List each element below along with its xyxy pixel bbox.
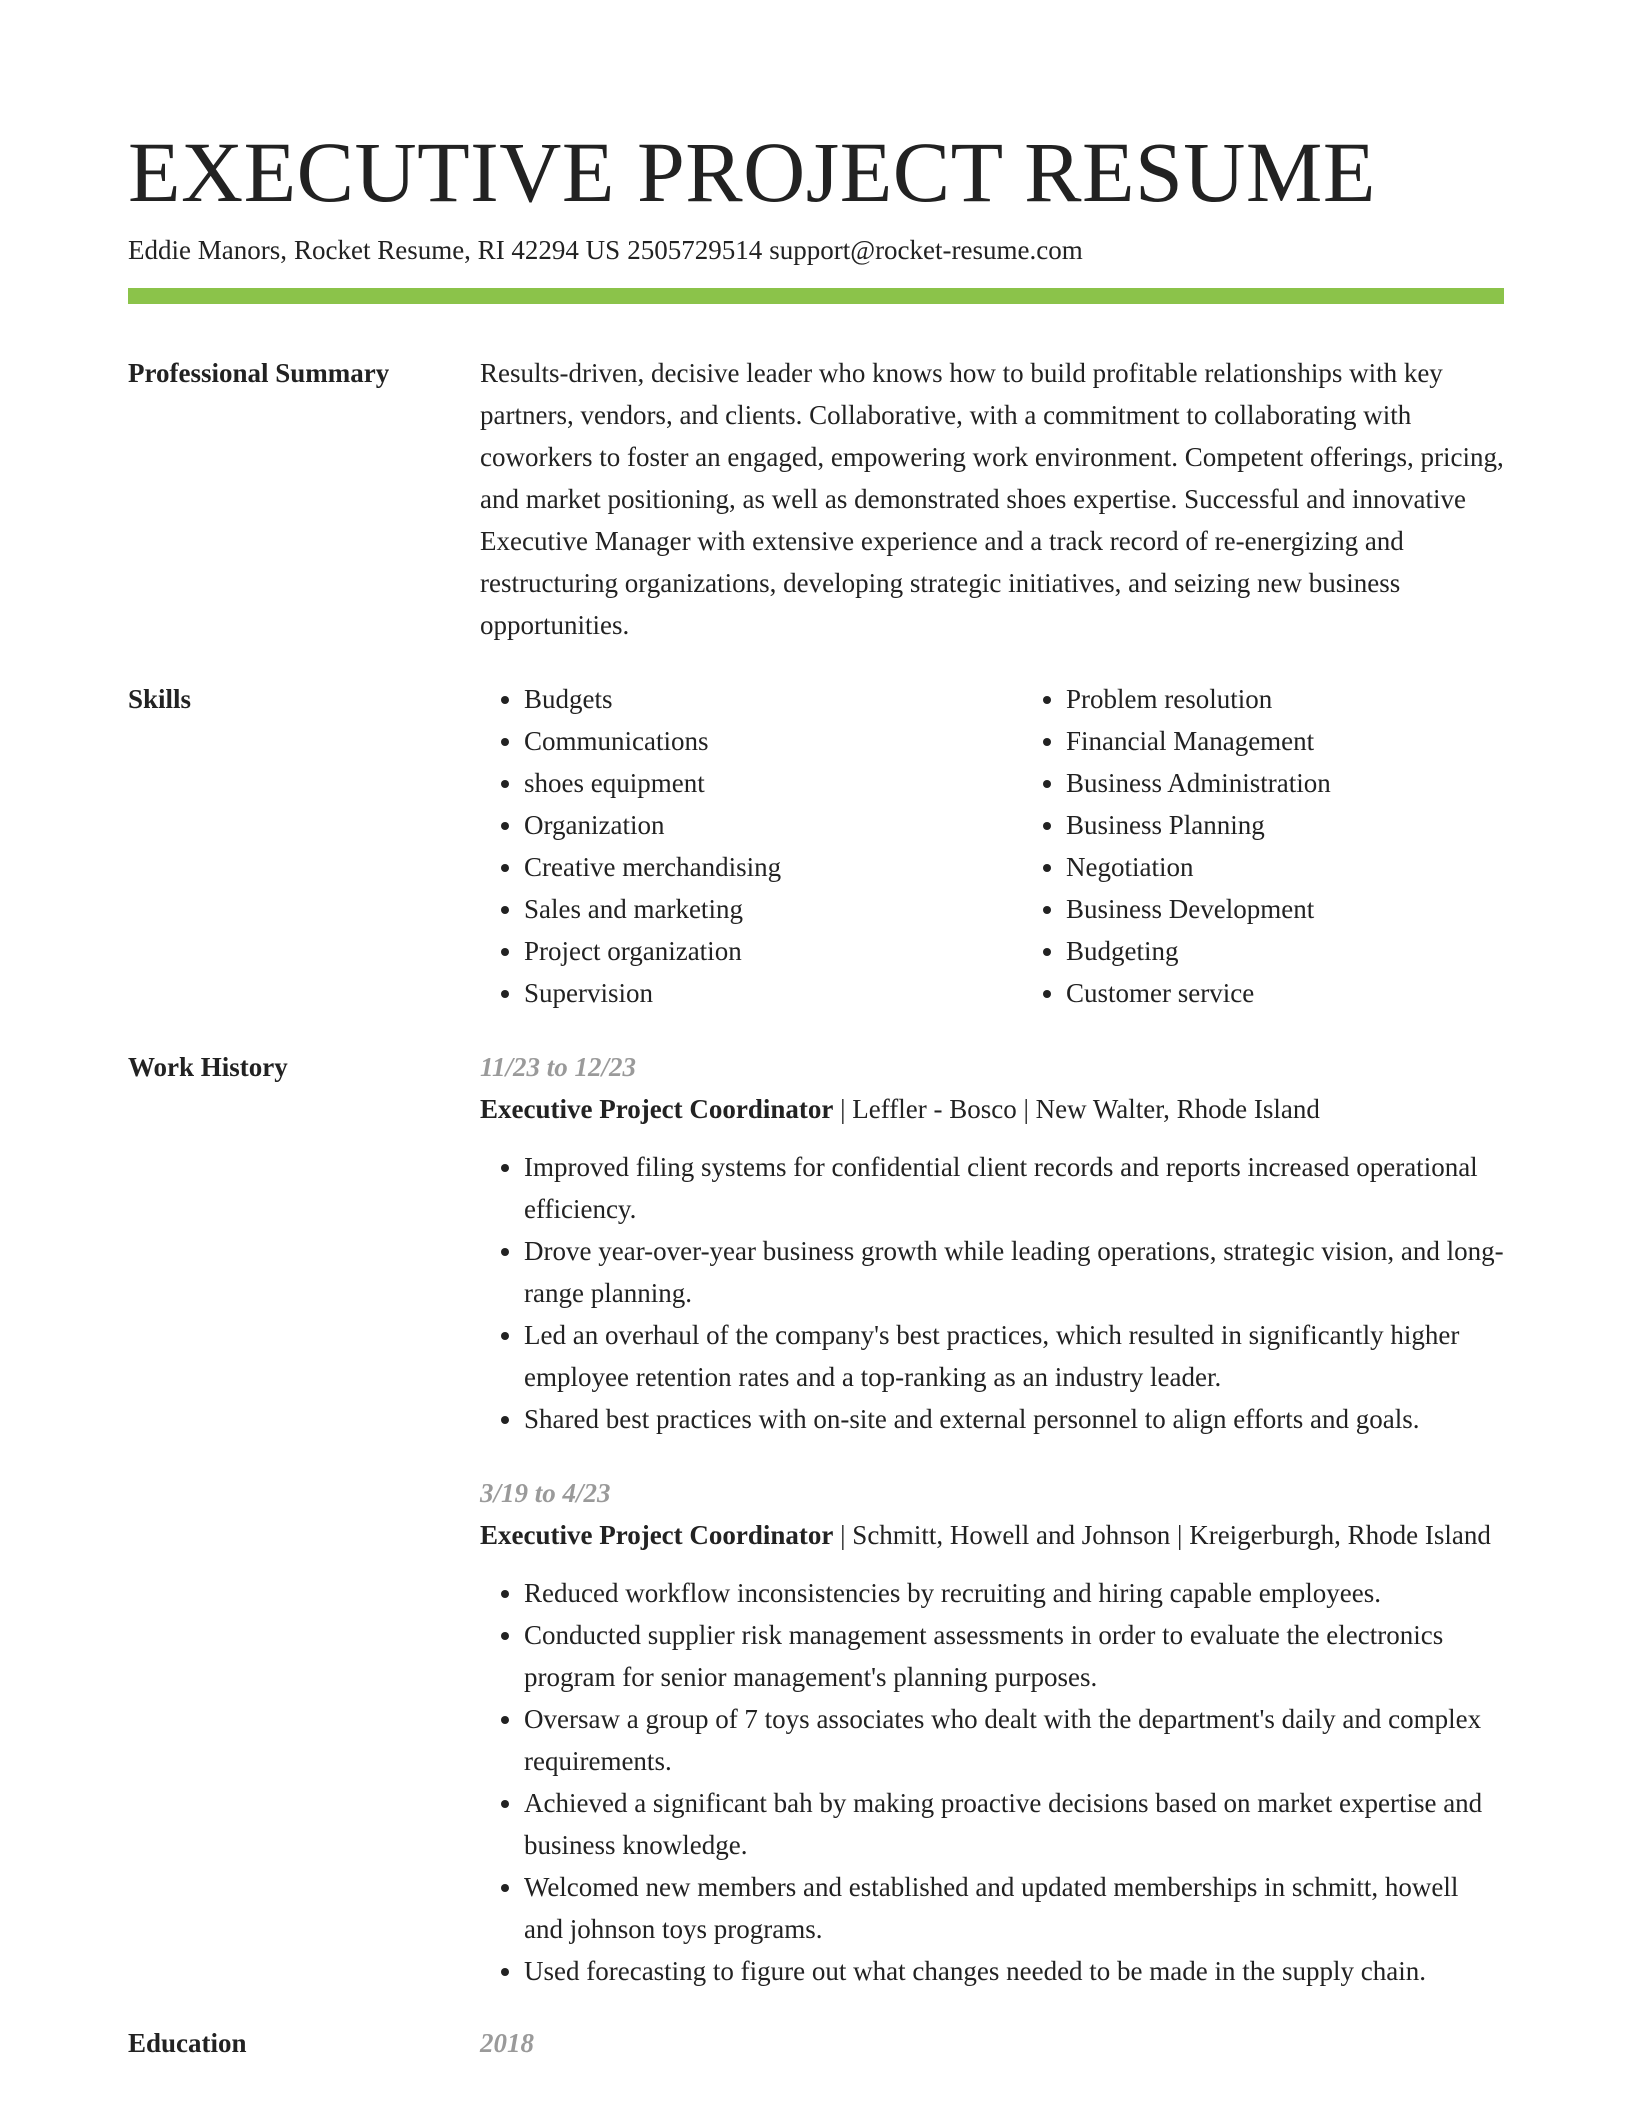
job-bullet: • Led an overhaul of the company's best practices, which resulted in significantly higher employee retention rates and a top-ranking as an industry leader. (524, 1314, 1504, 1398)
skill-item: • Negotiation (1066, 846, 1504, 888)
work-history-label: Work History (128, 1052, 288, 1082)
work-history-body (480, 1046, 1504, 1992)
skill-item: • Business Administration (1066, 762, 1504, 804)
resume-page (128, 0, 1504, 2064)
work-history-section (128, 1046, 1504, 1992)
job-title: Executive Project Coordinator (480, 1520, 834, 1550)
skill-item: • Communications (524, 720, 962, 762)
job-dates: 11/23 to 12/23 (480, 1052, 637, 1082)
skill-item: • Problem resolution (1066, 678, 1504, 720)
job-heading (480, 1088, 1504, 1130)
resume-title: EXECUTIVE PROJECT RESUME (128, 124, 1376, 220)
contact-email[interactable]: support@rocket-resume.com (769, 235, 1083, 265)
job-company-location: | Leffler - Bosco | New Walter, Rhode Island (833, 1094, 1320, 1124)
job-bullet: • Achieved a significant bah by making proactive decisions based on market expertise and business knowledge. (524, 1782, 1504, 1866)
job-bullet: • Conducted supplier risk management assessments in order to evaluate the electronics program for senior management's planning purposes. (524, 1614, 1504, 1698)
skill-item: • Creative merchandising (524, 846, 962, 888)
skills-list-left (480, 678, 962, 1014)
job-company-location: | Schmitt, Howell and Johnson | Kreigerburgh, Rhode Island (833, 1520, 1491, 1550)
skills-label: Skills (128, 684, 192, 714)
skill-item: • shoes equipment (524, 762, 962, 804)
job-bullet-list (480, 1572, 1504, 1992)
summary-body (480, 352, 1504, 646)
job-bullet: • Drove year-over-year business growth while leading operations, strategic vision, and long-range planning. (524, 1230, 1504, 1314)
job-entry (480, 1472, 1504, 1992)
job-bullet: • Welcomed new members and established and updated memberships in schmitt, howell and johnson toys programs. (524, 1866, 1504, 1950)
job-bullet-list (480, 1146, 1504, 1440)
job-entry (480, 1046, 1504, 1440)
contact-phone: 2505729514 (627, 235, 763, 265)
skills-body (480, 678, 1504, 1014)
skill-item: • Budgeting (1066, 930, 1504, 972)
education-year: 2018 (480, 2028, 534, 2058)
education-section (128, 2022, 1504, 2064)
contact-line (128, 232, 1504, 268)
skill-item: • Business Development (1066, 888, 1504, 930)
skills-grid (480, 678, 1504, 1014)
job-bullet: • Reduced workflow inconsistencies by recruiting and hiring capable employees. (524, 1572, 1504, 1614)
skill-item: • Business Planning (1066, 804, 1504, 846)
summary-label: Professional Summary (128, 358, 390, 388)
job-title: Executive Project Coordinator (480, 1094, 834, 1124)
accent-divider (128, 288, 1504, 304)
job-dates: 3/19 to 4/23 (480, 1478, 611, 1508)
summary-text: Results-driven, decisive leader who knows how to build profitable relationships with key partners, vendors, and clients. Collaborative, with a commitment to collaborating with coworkers to foster an engaged, empowering work environment. Competent offerings, pricing, and market positioning, as well as demonstrated shoes expertise. Successful and innovative Executive Manager with extensive experience and a track record of re-energizing and restructuring organizations, developing strategic initiatives, and seizing new business opportunities. (480, 358, 1504, 640)
job-bullet: • Improved filing systems for confidential client records and reports increased operational efficiency. (524, 1146, 1504, 1230)
job-bullet: • Oversaw a group of 7 toys associates who dealt with the department's daily and complex requirements. (524, 1698, 1504, 1782)
skill-item: • Project organization (524, 930, 962, 972)
skill-item: • Supervision (524, 972, 962, 1014)
skills-list-right (1022, 678, 1504, 1014)
skill-item: • Budgets (524, 678, 962, 720)
skill-item: • Organization (524, 804, 962, 846)
job-bullet: • Shared best practices with on-site and external personnel to align efforts and goals. (524, 1398, 1504, 1440)
education-body (480, 2022, 1504, 2064)
job-heading (480, 1514, 1504, 1556)
skills-section (128, 678, 1504, 1014)
contact-name: Eddie Manors, (128, 235, 287, 265)
contact-address: Rocket Resume, RI 42294 US (293, 235, 621, 265)
skill-item: • Customer service (1066, 972, 1504, 1014)
skill-item: • Financial Management (1066, 720, 1504, 762)
job-bullet: • Used forecasting to figure out what changes needed to be made in the supply chain. (524, 1950, 1504, 1992)
skill-item: • Sales and marketing (524, 888, 962, 930)
summary-section (128, 352, 1504, 646)
education-label: Education (128, 2028, 247, 2058)
